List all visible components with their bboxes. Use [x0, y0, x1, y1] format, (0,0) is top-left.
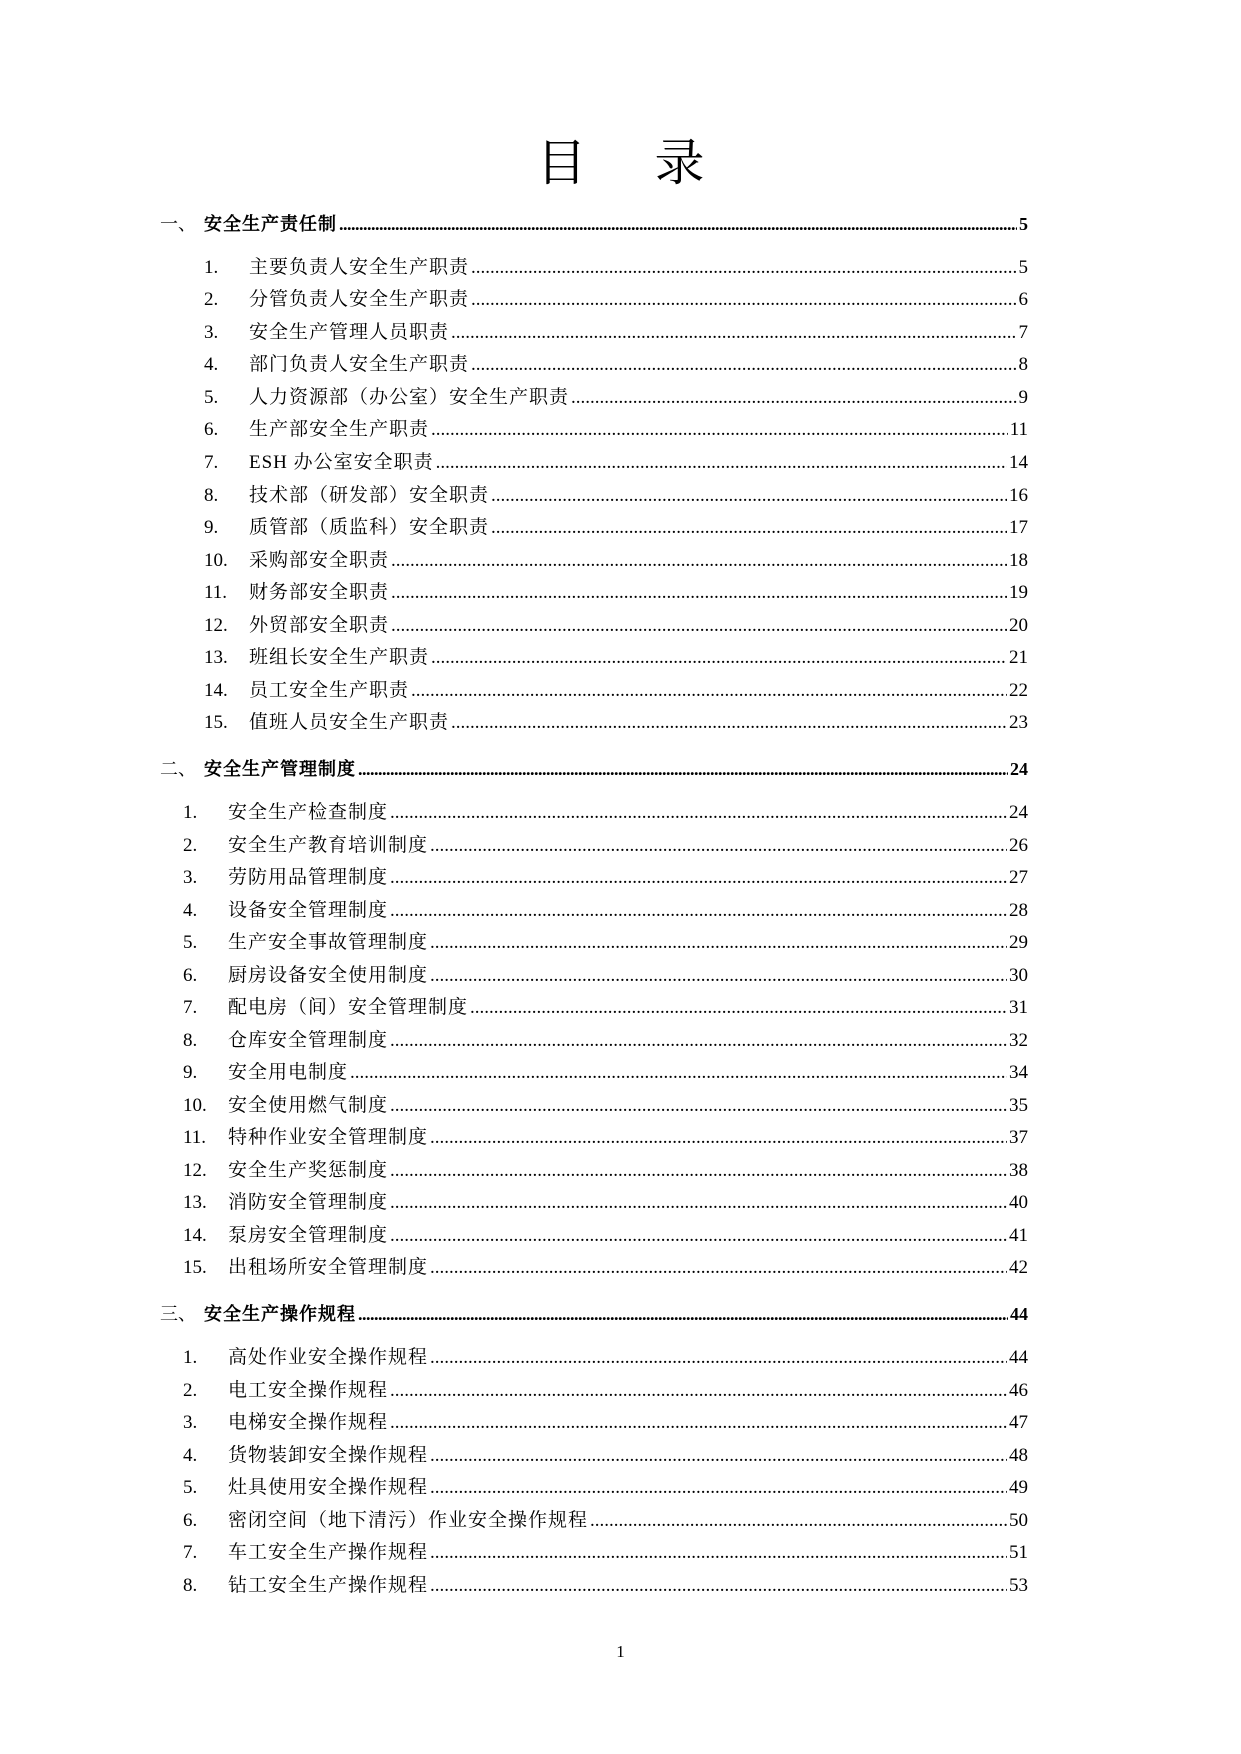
toc-page-number: 5	[1019, 214, 1028, 234]
toc-leader-dots	[430, 964, 1007, 988]
toc-page-number: 14	[1009, 452, 1028, 473]
toc-entry-label: 密闭空间（地下清污）作业安全操作规程	[228, 1510, 589, 1531]
toc-entry-label: 车工安全生产操作规程	[228, 1542, 429, 1563]
toc-page-number: 41	[1009, 1225, 1028, 1246]
toc-entry-label: 钻工安全生产操作规程	[228, 1575, 429, 1596]
toc-page-number: 47	[1009, 1412, 1028, 1433]
toc-entry-number: 15.	[204, 712, 228, 733]
toc-entry[interactable]	[183, 1411, 1028, 1435]
toc-page-number: 40	[1009, 1192, 1028, 1213]
toc-entry[interactable]	[204, 288, 1028, 312]
toc-entry[interactable]	[183, 801, 1028, 825]
toc-leader-dots	[390, 1224, 1007, 1248]
toc-entry-number: 6.	[183, 965, 198, 986]
toc-entry[interactable]	[183, 1191, 1028, 1215]
toc-entry-number: 4.	[183, 1445, 198, 1466]
toc-entry-label: 设备安全管理制度	[228, 900, 389, 921]
toc-leader-dots	[590, 1509, 1007, 1533]
toc-page-number: 50	[1009, 1510, 1028, 1531]
toc-section-3[interactable]	[160, 1302, 1028, 1326]
page-title: 目 录	[536, 134, 731, 192]
toc-entry-label: 劳防用品管理制度	[228, 867, 389, 888]
toc-entry[interactable]	[183, 1444, 1028, 1468]
toc-entry[interactable]	[204, 711, 1028, 735]
toc-entry[interactable]	[204, 581, 1028, 605]
toc-leader-dots	[358, 1302, 1008, 1326]
toc-page-number: 11	[1009, 419, 1028, 440]
toc-entry[interactable]	[204, 614, 1028, 638]
toc-section-number: 三、	[160, 1304, 196, 1325]
toc-entry-label: 分管负责人安全生产职责	[249, 289, 470, 310]
toc-section-label: 安全生产管理制度	[204, 759, 356, 780]
toc-entry[interactable]	[183, 1126, 1028, 1150]
toc-entry[interactable]	[183, 1509, 1028, 1533]
toc-page-number: 27	[1009, 867, 1028, 888]
toc-entry-label: 灶具使用安全操作规程	[228, 1477, 429, 1498]
toc-entry-number: 12.	[183, 1160, 207, 1181]
toc-entry-number: 13.	[183, 1192, 207, 1213]
toc-entry-label: 生产部安全生产职责	[249, 419, 430, 440]
toc-leader-dots	[390, 1411, 1007, 1435]
toc-entry-number: 3.	[204, 322, 219, 343]
toc-leader-dots	[471, 353, 1016, 377]
toc-entry-label: ESH 办公室安全职责	[249, 452, 434, 473]
toc-leader-dots	[430, 1256, 1007, 1280]
toc-leader-dots	[339, 212, 1017, 236]
toc-leader-dots	[436, 451, 1007, 475]
toc-entry-number: 5.	[204, 387, 219, 408]
toc-entry-number: 2.	[183, 1380, 198, 1401]
toc-entry-label: 货物装卸安全操作规程	[228, 1445, 429, 1466]
toc-page-number: 20	[1009, 615, 1028, 636]
toc-entry-label: 厨房设备安全使用制度	[228, 965, 429, 986]
toc-entry-label: 生产安全事故管理制度	[228, 932, 429, 953]
toc-leader-dots	[491, 516, 1007, 540]
toc-entry[interactable]	[183, 834, 1028, 858]
toc-page-number: 29	[1009, 932, 1028, 953]
toc-entry[interactable]	[204, 484, 1028, 508]
toc-entry[interactable]	[204, 549, 1028, 573]
toc-page-number: 22	[1009, 680, 1028, 701]
toc-page-number: 42	[1009, 1257, 1028, 1278]
toc-entry-number: 14.	[183, 1225, 207, 1246]
toc-leader-dots	[471, 288, 1016, 312]
toc-page-number: 23	[1009, 712, 1028, 733]
page-number-footer: 1	[616, 1642, 625, 1661]
toc-entry-number: 3.	[183, 867, 198, 888]
toc-leader-dots	[390, 1094, 1007, 1118]
toc-leader-dots	[430, 931, 1007, 955]
toc-page-number: 31	[1009, 997, 1028, 1018]
toc-entry-label: 高处作业安全操作规程	[228, 1347, 429, 1368]
toc-leader-dots	[470, 996, 1007, 1020]
toc-entry-label: 安全生产管理人员职责	[249, 322, 450, 343]
toc-section-1[interactable]	[160, 212, 1028, 236]
toc-page-number: 24	[1009, 802, 1028, 823]
toc-page-number: 46	[1009, 1380, 1028, 1401]
toc-page-number: 17	[1009, 517, 1028, 538]
toc-leader-dots	[430, 1126, 1007, 1150]
toc-section-label: 安全生产责任制	[204, 214, 337, 235]
toc-entry-number: 4.	[183, 900, 198, 921]
toc-entry[interactable]	[183, 1574, 1028, 1598]
toc-entry-number: 1.	[183, 802, 198, 823]
toc-entry-number: 8.	[183, 1030, 198, 1051]
toc-page-number: 26	[1009, 835, 1028, 856]
toc-entry[interactable]	[204, 451, 1028, 475]
toc-section-number: 二、	[160, 759, 196, 780]
toc-entry-number: 2.	[204, 289, 219, 310]
toc-leader-dots	[471, 256, 1016, 280]
toc-page-number: 34	[1009, 1062, 1028, 1083]
toc-leader-dots	[390, 1379, 1007, 1403]
toc-entry[interactable]	[204, 353, 1028, 377]
toc-leader-dots	[430, 1476, 1007, 1500]
toc-entry-label: 消防安全管理制度	[228, 1192, 389, 1213]
toc-entry[interactable]	[204, 321, 1028, 345]
toc-leader-dots	[431, 646, 1007, 670]
toc-page-number: 28	[1009, 900, 1028, 921]
toc-entry[interactable]	[183, 1094, 1028, 1118]
toc-entry-label: 出租场所安全管理制度	[228, 1257, 429, 1278]
toc-leader-dots	[451, 321, 1016, 345]
toc-leader-dots	[411, 679, 1007, 703]
toc-page-number: 6	[1018, 289, 1028, 310]
toc-entry[interactable]	[183, 1541, 1028, 1565]
toc-entry-label: 电梯安全操作规程	[228, 1412, 389, 1433]
toc-entry-label: 财务部安全职责	[249, 582, 390, 603]
toc-entry-number: 9.	[204, 517, 219, 538]
toc-page-number: 19	[1009, 582, 1028, 603]
toc-page-number: 9	[1018, 387, 1028, 408]
toc-leader-dots	[390, 1159, 1007, 1183]
toc-entry[interactable]	[204, 256, 1028, 280]
toc-entry-number: 12.	[204, 615, 228, 636]
toc-leader-dots	[391, 581, 1007, 605]
toc-page-number: 8	[1018, 354, 1028, 375]
toc-leader-dots	[491, 484, 1007, 508]
toc-leader-dots	[358, 757, 1008, 781]
toc-entry[interactable]	[204, 646, 1028, 670]
toc-entry[interactable]	[183, 1224, 1028, 1248]
toc-entry-label: 质管部（质监科）安全职责	[249, 517, 490, 538]
toc-leader-dots	[390, 1029, 1007, 1053]
toc-entry-label: 外贸部安全职责	[249, 615, 390, 636]
toc-entry-label: 员工安全生产职责	[249, 680, 410, 701]
toc-page-number: 44	[1010, 1304, 1028, 1324]
toc-entry-number: 10.	[183, 1095, 207, 1116]
toc-entry-number: 9.	[183, 1062, 198, 1083]
toc-entry-number: 10.	[204, 550, 228, 571]
toc-entry[interactable]	[183, 1256, 1028, 1280]
toc-entry-label: 班组长安全生产职责	[249, 647, 430, 668]
toc-leader-dots	[431, 418, 1008, 442]
toc-page-number: 53	[1009, 1575, 1028, 1596]
toc-entry-label: 主要负责人安全生产职责	[249, 257, 470, 278]
toc-entry-number: 15.	[183, 1257, 207, 1278]
toc-leader-dots	[390, 1191, 1007, 1215]
toc-entry-number: 1.	[183, 1347, 198, 1368]
toc-entry[interactable]	[204, 418, 1028, 442]
toc-leader-dots	[390, 899, 1007, 923]
toc-entry-number: 11.	[204, 582, 228, 603]
toc-entry[interactable]	[183, 1379, 1028, 1403]
toc-entry-number: 7.	[183, 997, 198, 1018]
toc-page-number: 21	[1009, 647, 1028, 668]
toc-leader-dots	[430, 1444, 1007, 1468]
toc-entry[interactable]	[183, 866, 1028, 890]
toc-page-number: 30	[1009, 965, 1028, 986]
toc-page-number: 16	[1009, 485, 1028, 506]
toc-entry-label: 安全生产奖惩制度	[228, 1160, 389, 1181]
toc-leader-dots	[391, 549, 1007, 573]
toc-entry[interactable]	[204, 386, 1028, 410]
toc-page-number: 7	[1018, 322, 1028, 343]
toc-entry-label: 采购部安全职责	[249, 550, 390, 571]
toc-entry[interactable]	[183, 996, 1028, 1020]
toc-leader-dots	[451, 711, 1007, 735]
toc-page-number: 48	[1009, 1445, 1028, 1466]
toc-entry-label: 人力资源部（办公室）安全生产职责	[249, 387, 570, 408]
toc-leader-dots	[430, 834, 1007, 858]
toc-entry-number: 4.	[204, 354, 219, 375]
toc-leader-dots	[391, 614, 1007, 638]
toc-page-number: 51	[1009, 1542, 1028, 1563]
toc-entry-label: 配电房（间）安全管理制度	[228, 997, 469, 1018]
toc-leader-dots	[390, 866, 1007, 890]
toc-entry-number: 3.	[183, 1412, 198, 1433]
toc-entry[interactable]	[183, 899, 1028, 923]
toc-leader-dots	[430, 1541, 1007, 1565]
toc-entry[interactable]	[183, 1061, 1028, 1085]
toc-entry-number: 6.	[183, 1510, 198, 1531]
toc-entry[interactable]	[204, 679, 1028, 703]
toc-entry-label: 安全生产检查制度	[228, 802, 389, 823]
toc-entry-number: 5.	[183, 932, 198, 953]
toc-entry-number: 11.	[183, 1127, 207, 1148]
toc-entry-number: 1.	[204, 257, 219, 278]
toc-entry[interactable]	[183, 1159, 1028, 1183]
toc-section-label: 安全生产操作规程	[204, 1304, 356, 1325]
toc-entry-label: 安全使用燃气制度	[228, 1095, 389, 1116]
toc-page-number: 37	[1009, 1127, 1028, 1148]
toc-leader-dots	[390, 801, 1007, 825]
toc-entry-number: 7.	[183, 1542, 198, 1563]
toc-page-number: 18	[1009, 550, 1028, 571]
toc-entry-number: 5.	[183, 1477, 198, 1498]
toc-entry-number: 2.	[183, 835, 198, 856]
toc-entry[interactable]	[183, 1346, 1028, 1370]
toc-entry-number: 8.	[183, 1575, 198, 1596]
toc-entry[interactable]	[183, 1029, 1028, 1053]
toc-entry-label: 值班人员安全生产职责	[249, 712, 450, 733]
toc-entry-label: 特种作业安全管理制度	[228, 1127, 429, 1148]
toc-leader-dots	[571, 386, 1016, 410]
toc-entry[interactable]	[183, 964, 1028, 988]
toc-entry-label: 电工安全操作规程	[228, 1380, 389, 1401]
toc-page-number: 44	[1009, 1347, 1028, 1368]
toc-entry[interactable]	[183, 931, 1028, 955]
toc-entry-label: 部门负责人安全生产职责	[249, 354, 470, 375]
toc-entry-number: 7.	[204, 452, 219, 473]
toc-page-number: 5	[1018, 257, 1028, 278]
toc-entry-label: 泵房安全管理制度	[228, 1225, 389, 1246]
toc-entry[interactable]	[183, 1476, 1028, 1500]
toc-entry-number: 13.	[204, 647, 228, 668]
toc-page-number: 49	[1009, 1477, 1028, 1498]
toc-leader-dots	[430, 1346, 1007, 1370]
toc-entry-number: 6.	[204, 419, 219, 440]
toc-section-number: 一、	[160, 214, 196, 235]
toc-entry-label: 安全用电制度	[228, 1062, 349, 1083]
toc-leader-dots	[430, 1574, 1007, 1598]
toc-entry-label: 仓库安全管理制度	[228, 1030, 389, 1051]
toc-entry-number: 14.	[204, 680, 228, 701]
toc-page-number: 38	[1009, 1160, 1028, 1181]
toc-page-number: 35	[1009, 1095, 1028, 1116]
toc-section-2[interactable]	[160, 757, 1028, 781]
toc-entry-label: 安全生产教育培训制度	[228, 835, 429, 856]
toc-entry-number: 8.	[204, 485, 219, 506]
toc-page-number: 24	[1010, 759, 1028, 779]
toc-page-number: 32	[1009, 1030, 1028, 1051]
toc-entry[interactable]	[204, 516, 1028, 540]
toc-entry-label: 技术部（研发部）安全职责	[249, 485, 490, 506]
toc-leader-dots	[350, 1061, 1007, 1085]
